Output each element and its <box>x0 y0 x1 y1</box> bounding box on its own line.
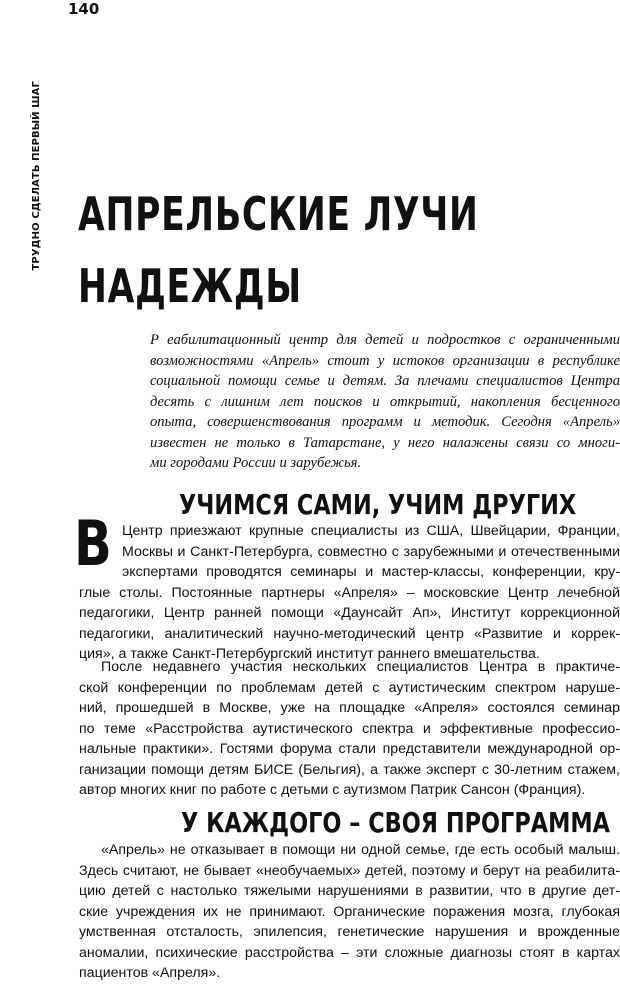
drop-cap: В <box>74 507 112 580</box>
body-line: педагогики, Центр ранней помощи «Даунсайт Ап», Институт коррекционной <box>79 605 620 621</box>
body-line: После недавнего участия нескольких специалистов Центра в практиче- <box>101 659 620 675</box>
section-heading-learning: УЧИМСЯ САМИ, УЧИМ ДРУГИХ <box>179 488 577 521</box>
body-line: экспертами проводятся семинары и мастер-классы, конференции, кру- <box>122 564 620 580</box>
body-line: аномалии, психические расстройства – эти сложные диагнозы стоят в картах <box>79 944 620 961</box>
body-line: по теме «Расстройства аутистического спектра и эффективные профессио- <box>79 720 620 737</box>
body-line: ганизации помощи детям БИСЕ (Бельгия), а также эксперт с 30-летним стажем, <box>79 761 620 778</box>
body-line: Центр приезжают крупные специалисты из США, Швейцарии, Франции, <box>122 523 620 539</box>
body-line: ской конференции по проблемам детей с аутистическим спектром наруше- <box>79 679 620 696</box>
section-heading-program: У КАЖДОГО – СВОЯ ПРОГРАММА <box>181 806 610 839</box>
article-title <box>78 178 479 322</box>
body-line: пациентов «Апреля». <box>79 965 221 981</box>
body-line: умственная отсталость, эпилепсия, генетические нарушения и врожденные <box>79 924 620 940</box>
body-line: «Апрель» не отказывает в помощи ни одной семье, где есть особый малыш. <box>101 842 620 858</box>
section2-paragraph-1 <box>79 840 620 984</box>
intro-line: известен не только в Татарстане, у него налажены связи со многи- <box>150 434 620 451</box>
intro-line: возможностями «Апрель» стоит у истоков организации в республике <box>150 352 620 369</box>
section1-paragraph-2 <box>79 657 620 801</box>
body-line: нальные практики». Гостями форума стали представители международной ор- <box>79 741 620 757</box>
intro-line: социальной помощи семье и детям. За плечами специалистов Центра <box>150 373 620 389</box>
intro-line: десять с лишним лет поисков и открытий, накопления бесценного <box>150 393 620 410</box>
intro-line: опыта, совершенствования программ и методик. Сегодня «Апрель» <box>150 414 620 430</box>
body-line: ские учреждения их не принимают. Органические поражения мозга, глубокая <box>79 903 620 920</box>
body-line: глые столы. Постоянные партнеры «Апреля» – московские Центр лечебной <box>79 584 620 601</box>
body-line: ция», а также Санкт-Петербургский институт раннего вмешательства. <box>79 646 540 662</box>
intro-line: ми городами России и зарубежья. <box>150 455 362 471</box>
page-number: 140 <box>68 0 100 18</box>
article-title-line: АПРЕЛЬСКИЕ ЛУЧИ <box>78 187 479 241</box>
running-head-text: ТРУДНО СДЕЛАТЬ ПЕРВЫЙ ШАГ <box>30 80 42 270</box>
body-line: цию детей с настолько тяжелыми нарушениями в развитии, что в другие дет- <box>79 883 620 899</box>
body-line: автор многих книг по работе с детьми с аутизмом Патрик Сансон (Франция). <box>79 782 586 798</box>
body-line: Москвы и Санкт-Петербурга, совместно с зарубежными и отечественными <box>122 543 620 560</box>
body-line: Здесь считают, не бывает «необучаемых» детей, поэтому и берут на реабилита- <box>79 862 620 879</box>
article-intro <box>150 330 620 474</box>
body-line: педагогики, аналитический научно-методический центр «Развитие и коррек- <box>79 625 620 642</box>
running-head <box>27 40 45 270</box>
section1-paragraph-1 <box>79 521 620 665</box>
article-title-line: НАДЕЖДЫ <box>78 259 302 313</box>
intro-line: Р еабилитационный центр для детей и подростков с ограниченными <box>150 332 620 348</box>
body-line: ний, прошедшей в Москве, уже на площадке «Апреля» состоялся семинар <box>79 700 620 716</box>
